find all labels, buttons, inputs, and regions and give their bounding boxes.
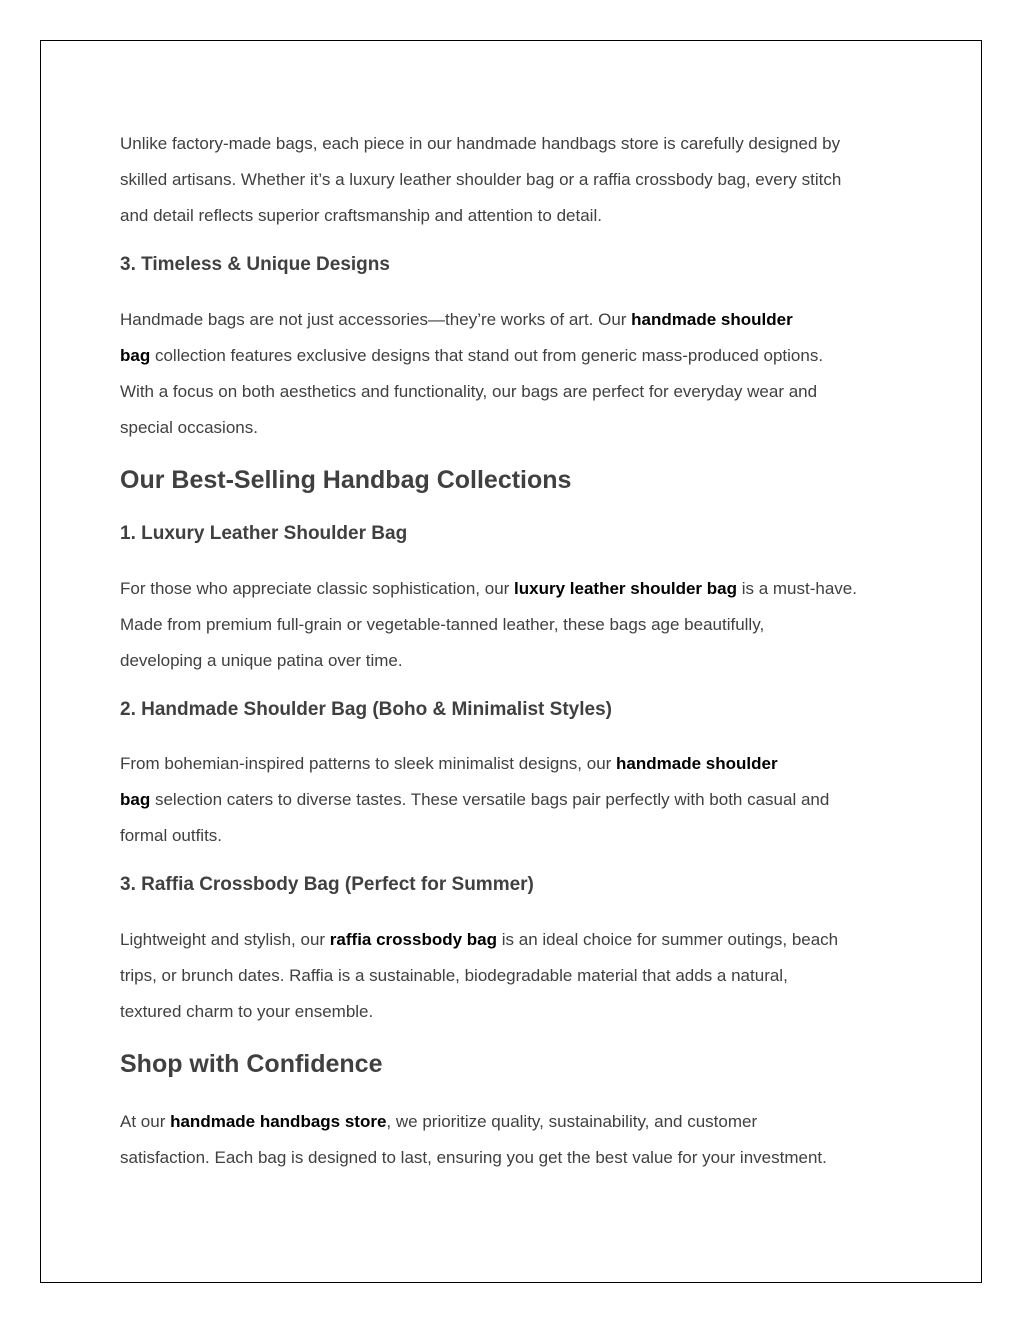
handmade-handbags-store-keyword: handmade handbags store — [170, 1112, 387, 1131]
raffia-paragraph — [120, 922, 920, 1030]
timeless-text-3: With a focus on both aesthetics and functionality, our bags are perfect for everyday wear and — [120, 382, 818, 401]
handmade-text-1: From bohemian-inspired patterns to sleek minimalist designs, our — [120, 754, 617, 773]
luxury-heading: 1. Luxury Leather Shoulder Bag — [120, 523, 408, 544]
handmade-shoulder-bag-keyword: handmade shoulder — [631, 310, 793, 329]
handmade-text-3: formal outfits. — [120, 826, 223, 845]
timeless-heading: 3. Timeless & Unique Designs — [120, 254, 390, 275]
handmade-text-2: selection caters to diverse tastes. These versatile bags pair perfectly with both casual and — [150, 790, 830, 809]
raffia-heading: 3. Raffia Crossbody Bag (Perfect for Summer) — [120, 874, 534, 895]
confidence-paragraph — [120, 1104, 920, 1176]
intro-line-1: Unlike factory-made bags, each piece in our handmade handbags store is carefully designed by — [120, 134, 841, 153]
handmade-heading: 2. Handmade Shoulder Bag (Boho & Minimalist Styles) — [120, 699, 612, 720]
confidence-text-2: , we prioritize quality, sustainability, and customer — [386, 1112, 758, 1131]
handmade-shoulder-keyword: handmade shoulder — [616, 754, 778, 773]
confidence-text-1: At our — [120, 1112, 171, 1131]
intro-paragraph — [120, 126, 920, 234]
handmade-paragraph — [120, 746, 920, 854]
confidence-text-3: satisfaction. Each bag is designed to last, ensuring you get the best value for your investment. — [120, 1148, 827, 1167]
collections-heading: Our Best-Selling Handbag Collections — [120, 466, 572, 494]
raffia-text-4: textured charm to your ensemble. — [120, 1002, 374, 1021]
intro-line-2: skilled artisans. Whether it’s a luxury leather shoulder bag or a raffia crossbody bag, every stitch — [120, 170, 842, 189]
luxury-paragraph — [120, 571, 920, 679]
timeless-text-2: collection features exclusive designs that stand out from generic mass-produced options. — [150, 346, 824, 365]
raffia-text-1: Lightweight and stylish, our — [120, 930, 330, 949]
luxury-leather-shoulder-bag-keyword: luxury leather shoulder bag — [514, 579, 737, 598]
raffia-crossbody-bag-keyword: raffia crossbody bag — [329, 930, 498, 949]
timeless-text-1: Handmade bags are not just accessories—they’re works of art. Our — [120, 310, 632, 329]
luxury-text-3: Made from premium full-grain or vegetable-tanned leather, these bags age beautifully, — [120, 615, 765, 634]
timeless-text-4: special occasions. — [120, 418, 258, 437]
handmade-shoulder-keyword-end: bag — [120, 790, 151, 809]
raffia-text-3: trips, or brunch dates. Raffia is a sustainable, biodegradable material that adds a natural, — [120, 966, 788, 985]
luxury-text-2: is a must-have. — [736, 579, 857, 598]
luxury-text-4: developing a unique patina over time. — [120, 651, 403, 670]
luxury-text-1: For those who appreciate classic sophistication, our — [120, 579, 515, 598]
confidence-heading: Shop with Confidence — [120, 1050, 383, 1078]
intro-line-3: and detail reflects superior craftsmanship and attention to detail. — [120, 206, 602, 225]
timeless-paragraph — [120, 302, 920, 446]
handmade-shoulder-bag-keyword-end: bag — [120, 346, 151, 365]
raffia-text-2: is an ideal choice for summer outings, beach — [497, 930, 839, 949]
